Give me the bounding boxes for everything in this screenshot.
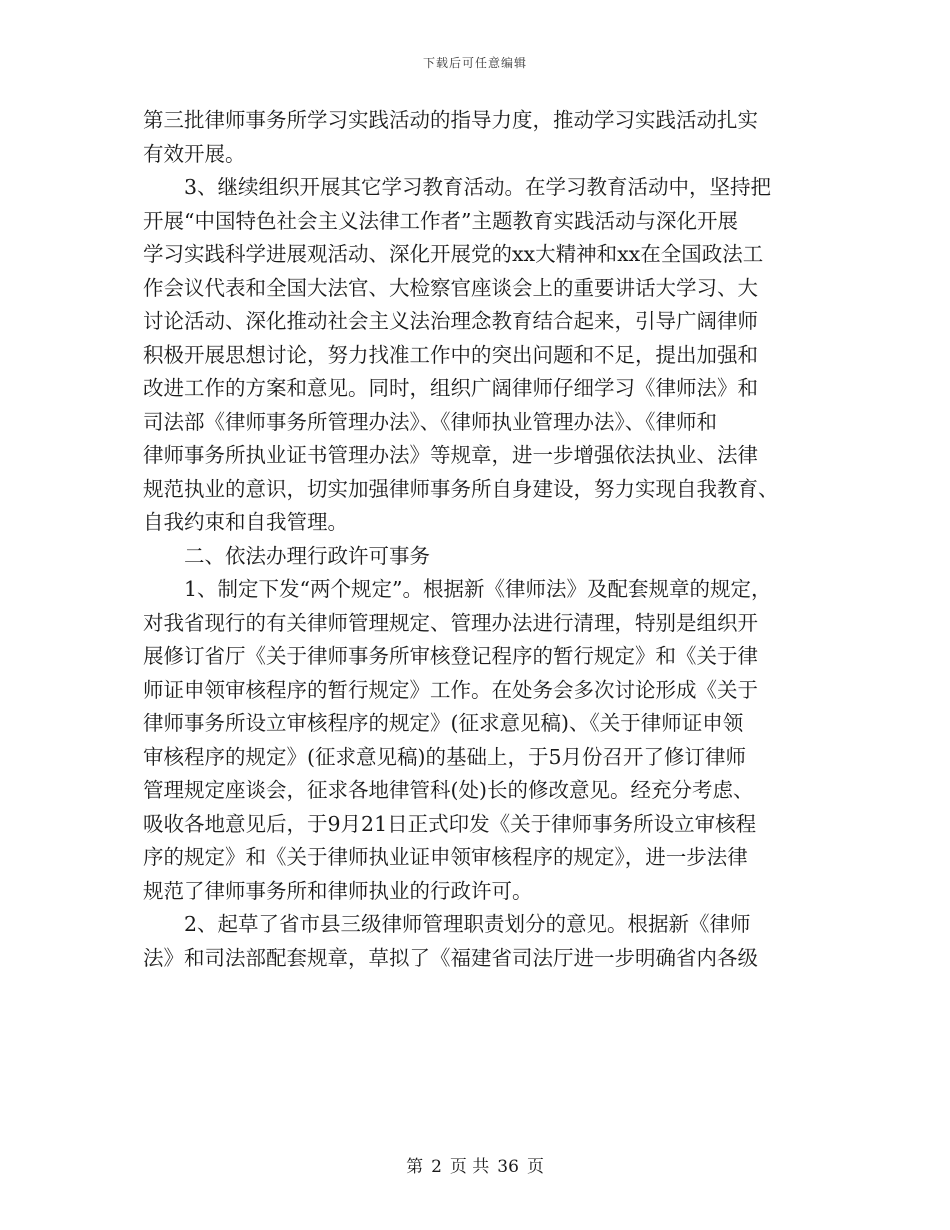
text-line: 有效开展。 xyxy=(143,141,246,166)
text-line: 开展“中国特色社会主义法律工作者”主题教育实践活动与深化开展 xyxy=(143,208,738,233)
text-line: 律师事务所设立审核程序的规定》(征求意见稿)、《关于律师证申领 xyxy=(143,711,744,735)
text-line: 规范了律师事务所和律师执业的行政许可。 xyxy=(143,878,533,903)
text-line: 对我省现行的有关律师管理规定、管理办法进行清理，特别是组织开 xyxy=(143,610,758,635)
text-line: 师证申领审核程序的暂行规定》工作。在处务会多次讨论形成《关于 xyxy=(143,677,758,702)
page-header: 下载后可任意编辑 xyxy=(422,56,527,70)
footer-middle: 页 共 xyxy=(449,1157,490,1177)
document-body xyxy=(143,104,823,975)
text-line: 1、制定下发“两个规定”。根据新《律师法》及配套规章的规定， xyxy=(184,577,772,601)
text-line: 学习实践科学进展观活动、深化开展党的xx大精神和xx在全国政法工 xyxy=(143,242,764,266)
text-line: 讨论活动、深化推动社会主义法治理念教育结合起来，引导广阔律师 xyxy=(143,309,758,333)
text-line: 管理规定座谈会，征求各地律管科(处)长的修改意见。经充分考虑、 xyxy=(143,778,754,802)
text-line: 自我约束和自我管理。 xyxy=(143,510,348,534)
text-line: 吸收各地意见后，于9月21日正式印发《关于律师事务所设立审核程 xyxy=(143,811,757,836)
text-line: 审核程序的规定》(征求意见稿)的基础上，于5月份召开了修订律师 xyxy=(143,744,747,769)
footer-suffix: 页 xyxy=(526,1157,544,1177)
text-line: 积极开展思想讨论，努力找准工作中的突出问题和不足，提出加强和 xyxy=(143,342,758,367)
text-line: 3、继续组织开展其它学习教育活动。在学习教育活动中，坚持把 xyxy=(184,175,772,199)
text-line: 展修订省厅《关于律师事务所审核登记程序的暂行规定》和《关于律 xyxy=(143,644,758,668)
text-line: 律师事务所执业证书管理办法》等规章，进一步增强依法执业、法律 xyxy=(143,443,758,467)
text-line: 二、依法办理行政许可事务 xyxy=(184,543,430,568)
text-line: 序的规定》和《关于律师执业证申领审核程序的规定》，进一步法律 xyxy=(143,845,748,869)
footer-prefix: 第 xyxy=(406,1157,424,1177)
footer-total-pages: 36 xyxy=(497,1157,519,1177)
footer-page-number: 2 xyxy=(431,1157,442,1177)
text-line: 第三批律师事务所学习实践活动的指导力度，推动学习实践活动扎实 xyxy=(143,108,758,132)
text-line: 2、起草了省市县三级律师管理职责划分的意见。根据新《律师 xyxy=(184,912,751,936)
text-line: 改进工作的方案和意见。同时，组织广阔律师仔细学习《律师法》和 xyxy=(143,376,758,400)
page-footer xyxy=(0,1152,950,1177)
text-line: 法》和司法部配套规章，草拟了《福建省司法厅进一步明确省内各级 xyxy=(143,945,758,970)
text-line: 作会议代表和全国大法官、大检察官座谈会上的重要讲话大学习、大 xyxy=(143,275,758,300)
text-line: 规范执业的意识，切实加强律师事务所自身建设，努力实现自我教育、 xyxy=(143,476,779,501)
text-line: 司法部《律师事务所管理办法》、《律师执业管理办法》、《律师和 xyxy=(143,409,717,434)
